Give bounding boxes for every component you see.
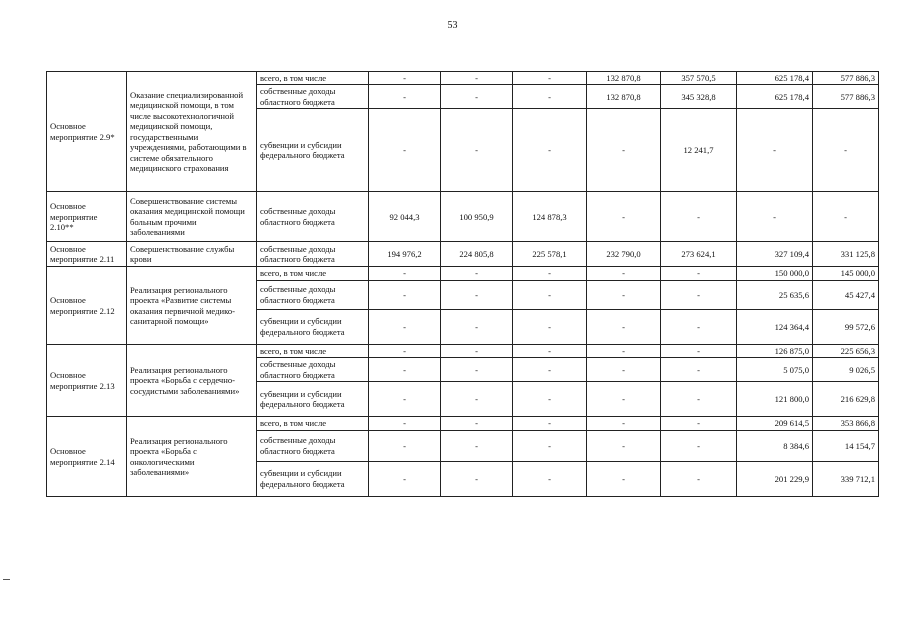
amount-cell: - [369, 382, 441, 417]
measure-code: Основное мероприятие 2.9* [47, 72, 127, 192]
amount-cell: - [587, 382, 661, 417]
funding-source: субвенции и субсидии федерального бюджета [257, 109, 369, 192]
amount-cell: - [737, 109, 813, 192]
amount-cell: - [661, 192, 737, 242]
amount-cell: 92 044,3 [369, 192, 441, 242]
measure-code: Основное мероприятие 2.14 [47, 417, 127, 496]
measure-name: Реализация регионального проекта «Борьба с сердечно-сосудистыми заболеваниями» [127, 344, 257, 416]
amount-cell: 194 976,2 [369, 242, 441, 267]
amount-cell: 100 950,9 [441, 192, 513, 242]
amount-cell: 150 000,0 [737, 267, 813, 280]
amount-cell: - [587, 417, 661, 430]
amount-cell: 14 154,7 [813, 430, 879, 461]
measure-name: Реализация регионального проекта «Борьба с онкологическими заболеваниями» [127, 417, 257, 496]
amount-cell: - [661, 267, 737, 280]
amount-cell: - [813, 109, 879, 192]
amount-cell: - [441, 309, 513, 344]
amount-cell: 126 875,0 [737, 344, 813, 357]
budget-table [46, 71, 879, 497]
amount-cell: 232 790,0 [587, 242, 661, 267]
amount-cell: - [369, 72, 441, 85]
funding-source: собственные доходы областного бюджета [257, 242, 369, 267]
amount-cell: - [587, 192, 661, 242]
table-row [47, 417, 879, 430]
amount-cell: - [587, 309, 661, 344]
budget-table-body [47, 72, 879, 497]
amount-cell: - [441, 267, 513, 280]
amount-cell: - [661, 382, 737, 417]
amount-cell: 132 870,8 [587, 85, 661, 109]
funding-source: собственные доходы областного бюджета [257, 430, 369, 461]
funding-source: собственные доходы областного бюджета [257, 85, 369, 109]
amount-cell: - [587, 267, 661, 280]
measure-code: Основное мероприятие 2.11 [47, 242, 127, 267]
funding-source: собственные доходы областного бюджета [257, 192, 369, 242]
funding-source: субвенции и субсидии федерального бюджета [257, 461, 369, 496]
amount-cell: - [513, 72, 587, 85]
amount-cell: - [587, 461, 661, 496]
funding-source: всего, в том числе [257, 417, 369, 430]
table-row [47, 267, 879, 280]
amount-cell: - [369, 358, 441, 382]
measure-name: Совершенствование службы крови [127, 242, 257, 267]
amount-cell: - [661, 280, 737, 309]
margin-mark [3, 579, 10, 580]
amount-cell: 12 241,7 [661, 109, 737, 192]
amount-cell: - [441, 85, 513, 109]
funding-source: всего, в том числе [257, 72, 369, 85]
table-row [47, 344, 879, 357]
amount-cell: - [513, 382, 587, 417]
amount-cell: 327 109,4 [737, 242, 813, 267]
amount-cell: - [513, 309, 587, 344]
amount-cell: 577 886,3 [813, 72, 879, 85]
amount-cell: 201 229,9 [737, 461, 813, 496]
amount-cell: 145 000,0 [813, 267, 879, 280]
amount-cell: - [513, 280, 587, 309]
amount-cell: 121 800,0 [737, 382, 813, 417]
amount-cell: 132 870,8 [587, 72, 661, 85]
funding-source: субвенции и субсидии федерального бюджета [257, 309, 369, 344]
table-row [47, 242, 879, 267]
amount-cell: 25 635,6 [737, 280, 813, 309]
amount-cell: 345 328,8 [661, 85, 737, 109]
amount-cell: - [369, 309, 441, 344]
amount-cell: 339 712,1 [813, 461, 879, 496]
amount-cell: 225 656,3 [813, 344, 879, 357]
table-row [47, 72, 879, 85]
amount-cell: - [813, 192, 879, 242]
amount-cell: - [513, 344, 587, 357]
amount-cell: - [661, 344, 737, 357]
amount-cell: - [441, 430, 513, 461]
amount-cell: - [369, 267, 441, 280]
amount-cell: 216 629,8 [813, 382, 879, 417]
amount-cell: - [441, 72, 513, 85]
amount-cell: 9 026,5 [813, 358, 879, 382]
amount-cell: 224 805,8 [441, 242, 513, 267]
amount-cell: - [369, 85, 441, 109]
amount-cell: 124 878,3 [513, 192, 587, 242]
page-number: 53 [447, 20, 458, 31]
amount-cell: - [369, 344, 441, 357]
table-row [47, 192, 879, 242]
amount-cell: - [661, 309, 737, 344]
amount-cell: 625 178,4 [737, 85, 813, 109]
amount-cell: - [587, 344, 661, 357]
amount-cell: - [441, 417, 513, 430]
amount-cell: 8 384,6 [737, 430, 813, 461]
amount-cell: - [441, 344, 513, 357]
amount-cell: - [661, 417, 737, 430]
amount-cell: - [513, 461, 587, 496]
amount-cell: 577 886,3 [813, 85, 879, 109]
amount-cell: - [661, 430, 737, 461]
amount-cell: - [513, 417, 587, 430]
measure-code: Основное мероприятие 2.10** [47, 192, 127, 242]
funding-source: собственные доходы областного бюджета [257, 358, 369, 382]
amount-cell: - [661, 358, 737, 382]
amount-cell: - [587, 430, 661, 461]
amount-cell: 5 075,0 [737, 358, 813, 382]
amount-cell: 225 578,1 [513, 242, 587, 267]
amount-cell: - [737, 192, 813, 242]
amount-cell: 625 178,4 [737, 72, 813, 85]
amount-cell: - [369, 430, 441, 461]
amount-cell: - [441, 280, 513, 309]
amount-cell: 353 866,8 [813, 417, 879, 430]
measure-name: Совершенствование системы оказания медицинской помощи больным прочими заболеваниями [127, 192, 257, 242]
amount-cell: - [587, 280, 661, 309]
amount-cell: - [587, 109, 661, 192]
measure-name: Оказание специализированной медицинской помощи, в том числе высокотехнологичной медицинской помощи, государственными учреждениями, работающими в системе обязательного медицинского страхования [127, 72, 257, 192]
funding-source: всего, в том числе [257, 267, 369, 280]
amount-cell: - [441, 109, 513, 192]
measure-code: Основное мероприятие 2.13 [47, 344, 127, 416]
amount-cell: 124 364,4 [737, 309, 813, 344]
amount-cell: - [441, 461, 513, 496]
measure-code: Основное мероприятие 2.12 [47, 267, 127, 344]
amount-cell: 331 125,8 [813, 242, 879, 267]
funding-source: собственные доходы областного бюджета [257, 280, 369, 309]
amount-cell: 273 624,1 [661, 242, 737, 267]
amount-cell: 357 570,5 [661, 72, 737, 85]
amount-cell: - [513, 267, 587, 280]
amount-cell: - [441, 358, 513, 382]
amount-cell: - [513, 85, 587, 109]
funding-source: всего, в том числе [257, 344, 369, 357]
amount-cell: - [369, 461, 441, 496]
amount-cell: 99 572,6 [813, 309, 879, 344]
amount-cell: 209 614,5 [737, 417, 813, 430]
amount-cell: - [661, 461, 737, 496]
amount-cell: - [441, 382, 513, 417]
funding-source: субвенции и субсидии федерального бюджета [257, 382, 369, 417]
amount-cell: - [513, 109, 587, 192]
amount-cell: - [369, 109, 441, 192]
amount-cell: - [369, 417, 441, 430]
amount-cell: - [369, 280, 441, 309]
amount-cell: - [587, 358, 661, 382]
amount-cell: - [513, 430, 587, 461]
amount-cell: 45 427,4 [813, 280, 879, 309]
amount-cell: - [513, 358, 587, 382]
measure-name: Реализация регионального проекта «Развитие системы оказания первичной медико-санитарной помощи» [127, 267, 257, 344]
